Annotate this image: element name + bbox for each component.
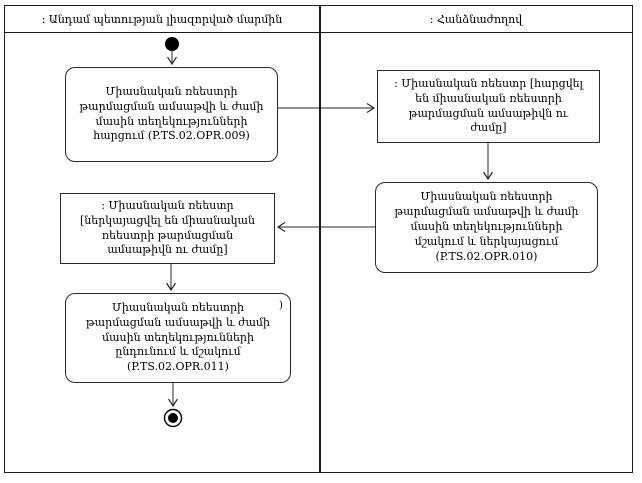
- stray-parenthesis-mark: ): [279, 300, 283, 311]
- lane-title: : Հանձնաժողով: [429, 12, 523, 26]
- lane-header-commission: [319, 5, 633, 33]
- object-node-registry-presented: [60, 193, 275, 264]
- action-node-opr-010: [375, 182, 598, 273]
- object-node-label: : Միասնական ռեեստր [ներկայացվել են միասնական ռեեստրի թարմացման ամսաթիվն ու ժամը]: [80, 198, 255, 257]
- swimlane-divider: [319, 5, 321, 473]
- lane-header-authorized-body: [4, 5, 320, 33]
- action-node-label: Միասնական ռեեստրի թարմացման ամսաթվի և ժամի մասին տեղեկությունների ընդունում և մշակում (P.TS.02.OPR.011): [85, 300, 270, 374]
- action-node-opr-011: [65, 293, 291, 383]
- object-node-registry-queried: [377, 70, 600, 143]
- object-node-label: : Միասնական ռեեստր [հարցվել են միասնական ռեեստրի թարմացման ամսաթիվն ու ժամը]: [394, 76, 583, 135]
- action-node-label: Միասնական ռեեստրի թարմացման ամսաթվի և ժամի մասին տեղեկությունների մշակում և ներկայացում (P.TS.02.OPR.010): [394, 190, 579, 263]
- action-node-label: Միասնական ռեեստրի թարմացման ամսաթվի և ժամի մասին տեղեկությունների հարցում (P.TS.02.OPR.009): [79, 84, 264, 143]
- action-node-opr-009: [65, 67, 278, 162]
- lane-title: : Անդամ պետության լիազորված մարմին: [41, 12, 283, 26]
